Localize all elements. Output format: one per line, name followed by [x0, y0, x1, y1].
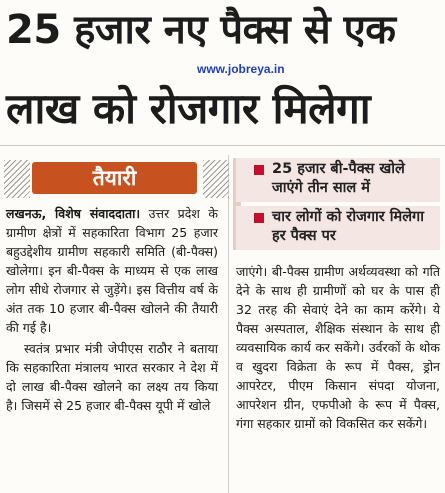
highlight-text-2: चार लोगों को रोजगार मिलेगा हर पैक्स पर: [272, 209, 424, 244]
article-paragraph-1: [6, 204, 218, 337]
highlight-box-2: [236, 206, 440, 250]
highlight-box-1: [236, 158, 440, 202]
tag-decoration-right: [203, 160, 229, 198]
highlight-text-1: 25 हजार बी-पैक्स खोले जाएंगे तीन साल में: [272, 161, 405, 196]
headline-line-1: 25 हजार नए पैक्स से एक: [6, 7, 396, 53]
watermark-url: www.jobreya.in: [197, 62, 285, 76]
divider-rule: [0, 145, 445, 146]
article-left-column: [6, 204, 218, 415]
tag-decoration-left: [4, 160, 30, 198]
byline: लखनऊ, विशेष संवाददाता।: [6, 206, 141, 221]
column-divider: [228, 155, 229, 493]
red-square-bullet-icon: [254, 213, 264, 223]
headline-line-2: लाख को रोजगार मिलेगा: [6, 84, 371, 133]
article-paragraph-2: स्वतंत्र प्रभार मंत्री जेपीएस राठौर ने बताया कि सहकारिता मंत्रालय भारत सरकार ने देश में दो लाख बी-पैक्स खोलने का लक्ष्य तय किया है। जिसमें से 25 हजार बी-पैक्स यूपी में खोले: [6, 341, 218, 413]
paragraph-1-text: उत्तर प्रदेश के ग्रामीण क्षेत्रों में सहकारिता विभाग 25 हजार बहुउद्देशीय ग्रामीण सहकारी समिति (बी-पैक्स) खोलेगा। इन बी-पैक्स के माध्यम से एक लाख लोग सीधे रोजगार से जुड़ेंगे। इस वित्तीय वर्ष के अंत तक 10 हजार बी-पैक्स खोलने की तैयारी की गई है।: [6, 206, 218, 335]
red-square-bullet-icon: [254, 165, 264, 175]
section-tag: तैयारी: [32, 162, 197, 194]
article-right-column: [236, 262, 440, 433]
article-paragraph-3: जाएंगे। बी-पैक्स ग्रामीण अर्थव्यवस्था को गति देने के साथ ही ग्रामीणों को घर के पास ही 32 तरह की सेवाएं देने का काम करेंगे। ये पैक्स अस्पताल, शैक्षिक संस्थान के साथ ही व्यवसायिक कार्य कर सकेंगे। उर्वरकों के थोक व खुदरा विक्रेता के रूप में पैक्स, ड्रोन आपरेटर, पीएम किसान संपदा योजना, आपरेशन ग्रीन, एफपीओ के रूप में पैक्स, गंगा सहकार ग्रामों को विकसित कर सकेंगे।: [236, 264, 440, 431]
